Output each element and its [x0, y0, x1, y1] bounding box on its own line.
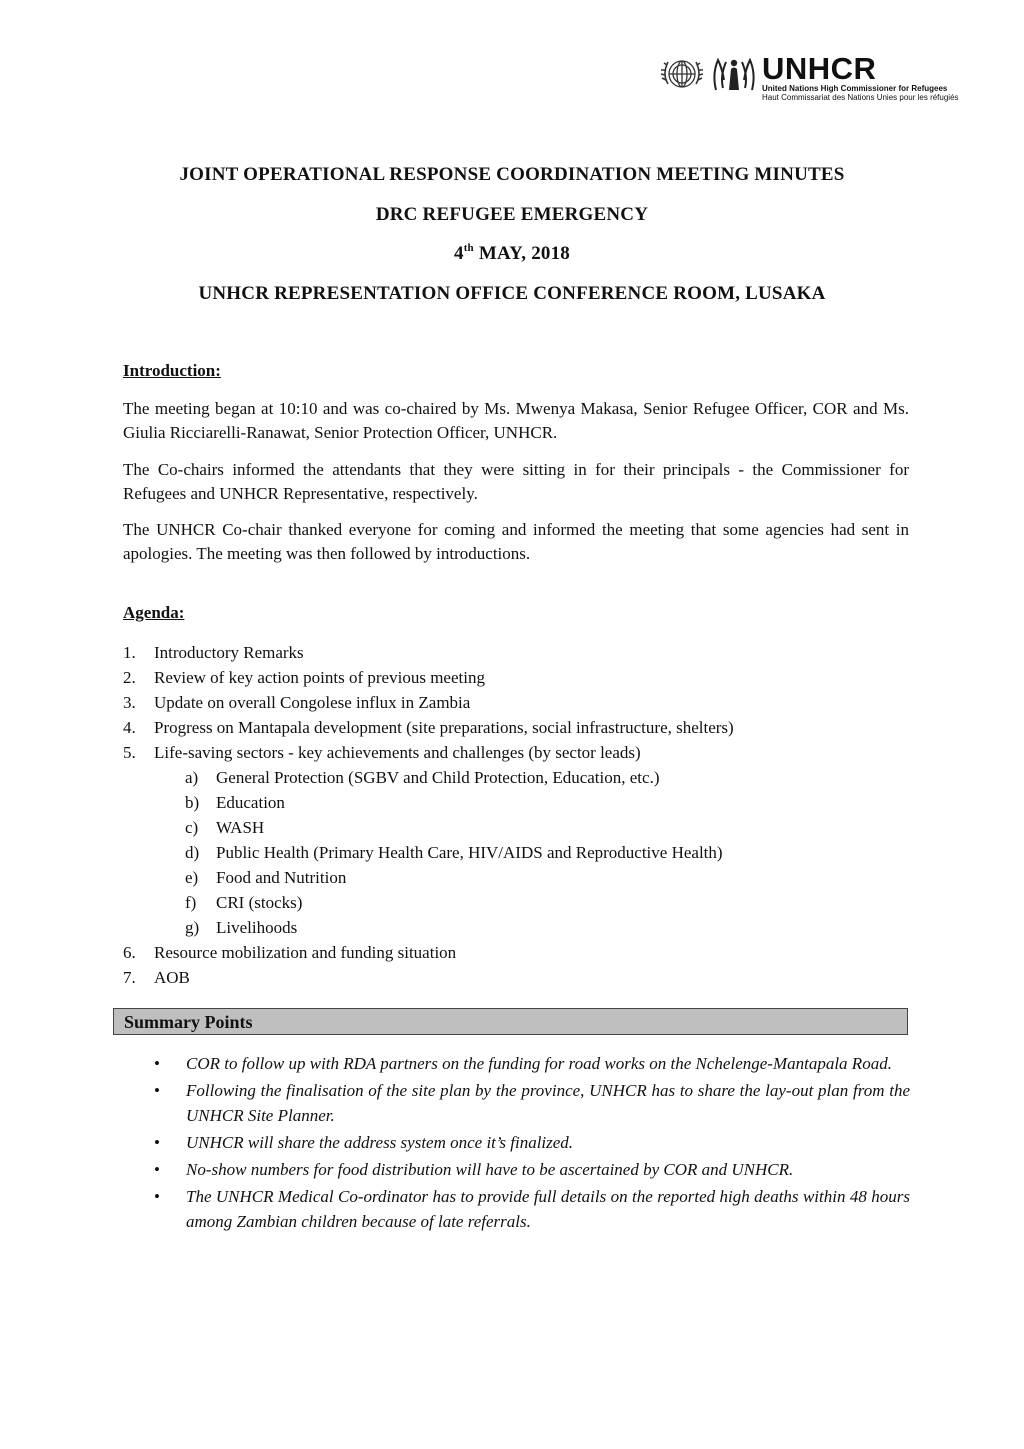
agenda-subitem-letter: b) — [185, 793, 200, 812]
title-line-1: JOINT OPERATIONAL RESPONSE COORDINATION MEETING MINUTES — [179, 164, 845, 185]
title-location: UNHCR REPRESENTATION OFFICE CONFERENCE ROOM, LUSAKA — [198, 283, 826, 304]
summary-point-text: No-show numbers for food distribution will have to be ascertained by COR and UNHCR. — [186, 1160, 794, 1179]
introduction-paragraph: The meeting began at 10:10 and was co-chaired by Ms. Mwenya Makasa, Senior Refugee Officer, COR and Ms. Giulia Ricciarelli-Ranawat, Senior Protection Officer, UNHCR. — [123, 399, 909, 442]
introduction-paragraph: The UNHCR Co-chair thanked everyone for coming and informed the meeting that some agencies had sent in apologies. The meeting was then followed by introductions. — [123, 520, 909, 563]
date-day: 4 — [453, 243, 464, 264]
agenda-subitem — [123, 815, 913, 840]
agenda-item-number: 4. — [123, 718, 136, 737]
agenda-subitem-letter: g) — [185, 918, 200, 937]
brand-name: UNHCR — [762, 51, 877, 86]
summary-point — [150, 1078, 910, 1128]
introduction-paragraph: The Co-chairs informed the attendants that they were sitting in for their principals - the Commissioner for Refugees and UNHCR Representative, respectively. — [123, 460, 909, 503]
bullet-icon: • — [154, 1160, 160, 1179]
summary-point-text: UNHCR will share the address system once it’s finalized. — [186, 1133, 574, 1152]
agenda-item — [123, 690, 913, 715]
summary-point — [150, 1157, 910, 1182]
agenda-item-text: Life-saving sectors - key achievements and challenges (by sector leads) — [154, 743, 641, 762]
agenda-subitem-text: Education — [216, 793, 285, 812]
summary-point-text: COR to follow up with RDA partners on the funding for road works on the Nchelenge-Mantapala Road. — [186, 1054, 892, 1073]
agenda-subitem — [123, 890, 913, 915]
agenda-subitem — [123, 865, 913, 890]
summary-points-header — [113, 1008, 908, 1035]
agenda-item — [123, 665, 913, 690]
agenda-subitem — [123, 765, 913, 790]
agenda-item — [123, 740, 913, 765]
summary-point-text: Following the finalisation of the site plan by the province, UNHCR has to share the lay-out plan from the UNHCR Site Planner. — [186, 1081, 910, 1125]
agenda-item — [123, 640, 913, 665]
summary-point-text: The UNHCR Medical Co-ordinator has to provide full details on the reported high deaths within 48 hours among Zambian children because of late referrals. — [186, 1187, 910, 1231]
summary-point — [150, 1184, 910, 1234]
agenda-item-text: Review of key action points of previous meeting — [154, 668, 485, 687]
agenda-list — [123, 640, 913, 990]
agenda-item — [123, 940, 913, 965]
brand-subtitle-fr: Haut Commissariat des Nations Unies pour les réfugiés — [762, 93, 959, 102]
bullet-icon: • — [154, 1054, 160, 1073]
bullet-icon: • — [154, 1133, 160, 1152]
agenda-subitem — [123, 840, 913, 865]
summary-points-list — [150, 1051, 910, 1236]
agenda-subitem-text: CRI (stocks) — [216, 893, 303, 912]
agenda-subitem-text: Livelihoods — [216, 918, 298, 937]
title-line-2: DRC REFUGEE EMERGENCY — [375, 204, 649, 225]
agenda-subitem-letter: e) — [185, 868, 199, 887]
agenda-item — [123, 965, 913, 990]
unhcr-logo — [660, 50, 995, 102]
introduction-heading: Introduction: — [123, 361, 221, 380]
bullet-icon: • — [154, 1187, 160, 1206]
agenda-subitem-letter: f) — [185, 893, 197, 912]
brand-subtitle-en: United Nations High Commissioner for Refugees — [762, 84, 948, 93]
agenda-subitem-letter: d) — [185, 843, 200, 862]
agenda-item-text: Update on overall Congolese influx in Zambia — [154, 693, 471, 712]
bullet-icon: • — [154, 1081, 160, 1100]
agenda-item-number: 7. — [123, 968, 136, 987]
agenda-item-text: Resource mobilization and funding situation — [154, 943, 457, 962]
agenda-subitem-letter: a) — [185, 768, 199, 787]
summary-points-heading: Summary Points — [124, 1012, 253, 1032]
agenda-subitem-text: Public Health (Primary Health Care, HIV/AIDS and Reproductive Health) — [216, 843, 723, 862]
agenda-subitem — [123, 790, 913, 815]
summary-point — [150, 1051, 910, 1076]
agenda-item — [123, 715, 913, 740]
agenda-item-text: Introductory Remarks — [154, 643, 304, 662]
agenda-subitem-letter: c) — [185, 818, 199, 837]
agenda-subitem — [123, 915, 913, 940]
agenda-item-number: 3. — [123, 693, 136, 712]
agenda-item-number: 1. — [123, 643, 136, 662]
agenda-subitem-text: WASH — [216, 818, 265, 837]
title-date — [0, 244, 1024, 264]
agenda-subitem-text: Food and Nutrition — [216, 868, 347, 887]
date-suffix: th — [463, 242, 474, 254]
agenda-item-text: AOB — [154, 968, 190, 987]
agenda-heading: Agenda: — [123, 603, 185, 622]
agenda-item-number: 2. — [123, 668, 136, 687]
agenda-item-number: 6. — [123, 943, 136, 962]
date-rest: MAY, 2018 — [473, 243, 571, 264]
un-emblem-icon — [660, 50, 760, 98]
summary-point — [150, 1130, 910, 1155]
agenda-subitem-text: General Protection (SGBV and Child Protection, Education, etc.) — [216, 768, 660, 787]
agenda-item-text: Progress on Mantapala development (site preparations, social infrastructure, shelters) — [154, 718, 734, 737]
agenda-item-number: 5. — [123, 743, 136, 762]
